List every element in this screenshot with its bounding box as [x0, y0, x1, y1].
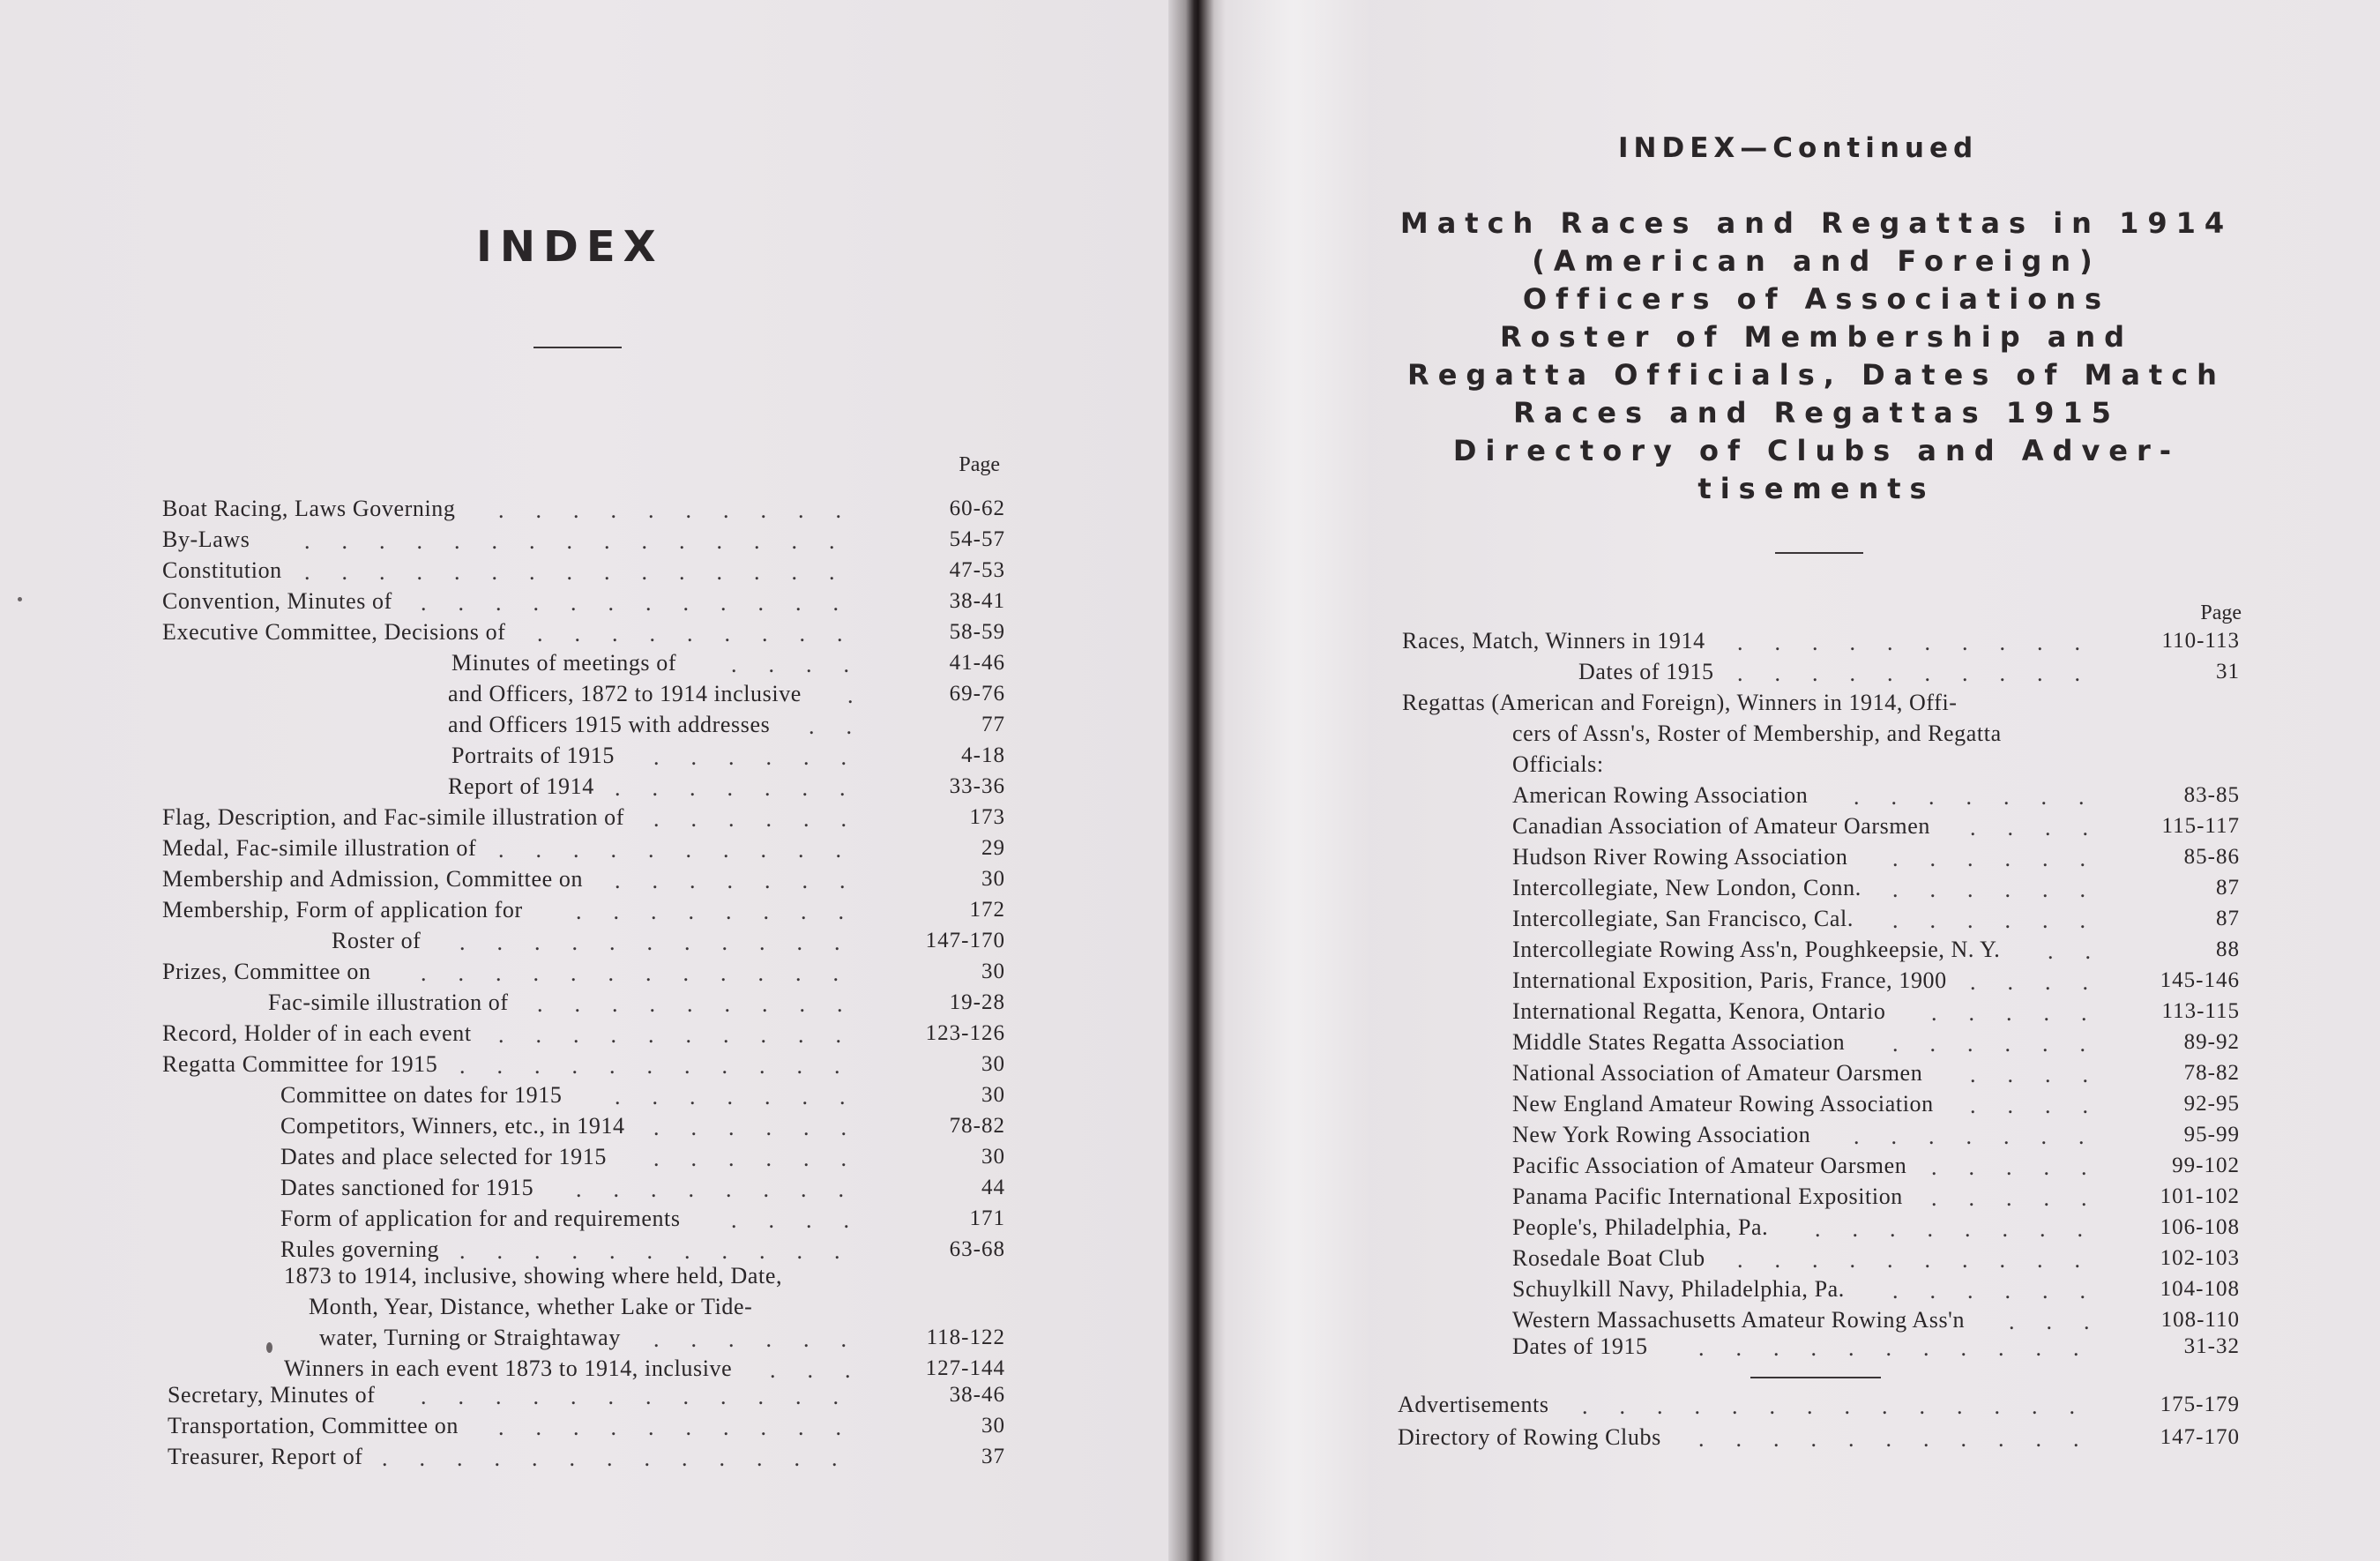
dot-leader: ...........	[459, 1238, 872, 1264]
entry-page-number: 69-76	[949, 682, 1005, 706]
entry-page-number: 172	[969, 898, 1005, 922]
entry-page-number: 99-102	[2172, 1154, 2240, 1177]
dot-leader: ....	[1970, 1062, 2120, 1087]
dot-leader: ...........	[459, 930, 872, 955]
dot-leader: .....	[1931, 1185, 2119, 1211]
entry-page-number: 147-170	[925, 929, 1005, 952]
dot-leader: ..........	[498, 497, 873, 523]
entry-page-number: 30	[981, 960, 1005, 983]
entry-text: American Rowing Association	[1512, 782, 1809, 808]
dot-leader: ......	[653, 1326, 878, 1352]
entry-text: and Officers, 1872 to 1914 inclusive	[448, 681, 802, 706]
entry-text: Dates and place selected for 1915	[280, 1144, 607, 1169]
index-continued-heading: INDEX—Continued	[1618, 132, 1979, 164]
entry-page-number: 30	[981, 1145, 1005, 1169]
entry-page-number: 101-102	[2160, 1184, 2240, 1208]
entry-page-number: 31-32	[2183, 1334, 2240, 1358]
entry-page-number: 78-82	[949, 1114, 1005, 1138]
dot-leader: ...	[2009, 1309, 2122, 1334]
dot-leader: ......	[1892, 1278, 2117, 1303]
subject-rule	[1775, 552, 1863, 554]
entry-text: Treasurer, Report of	[168, 1444, 363, 1469]
dot-leader: ........	[1815, 1216, 2115, 1242]
entry-text: Directory of Rowing Clubs	[1398, 1424, 1661, 1450]
dot-leader: ...........	[1698, 1426, 2111, 1452]
dot-leader: .....	[1931, 1154, 2119, 1180]
entry-page-number: 29	[981, 836, 1005, 860]
dot-leader: ......	[1892, 846, 2117, 871]
entry-page-number: 118-122	[926, 1326, 1005, 1349]
subject-line: tisements	[1697, 472, 1936, 505]
dot-leader: .....	[1931, 1000, 2119, 1026]
entry-page-number: 31	[2216, 660, 2240, 683]
entry-text: By-Laws	[162, 527, 250, 552]
entry-text: Committee on dates for 1915	[280, 1082, 563, 1108]
dot-leader: ..	[809, 713, 884, 739]
entry-text: 1873 to 1914, inclusive, showing where held, Date,	[284, 1263, 783, 1288]
dot-leader: ..	[2048, 938, 2123, 964]
subject-line: Roster of Membership and	[1499, 320, 2134, 354]
dot-leader: ....	[1970, 815, 2120, 840]
subject-line: Officers of Associations	[1522, 282, 2111, 316]
entry-text: Prizes, Committee on	[162, 959, 371, 984]
entry-text: Intercollegiate, San Francisco, Cal.	[1512, 906, 1854, 931]
dot-leader: .............	[382, 1445, 869, 1471]
entry-page-number: 175-179	[2160, 1393, 2240, 1416]
entry-page-number: 77	[981, 713, 1005, 736]
entry-text: Panama Pacific International Exposition	[1512, 1184, 1903, 1209]
entry-text: Schuylkill Navy, Philadelphia, Pa.	[1512, 1276, 1845, 1302]
entry-page-number: 41-46	[949, 651, 1005, 675]
entry-text: Western Massachusetts Amateur Rowing Ass'n	[1512, 1307, 1966, 1333]
entry-text: Medal, Fac-simile illustration of	[162, 835, 477, 861]
entry-text: Intercollegiate, New London, Conn.	[1512, 875, 1861, 900]
entry-page-number: 127-144	[925, 1356, 1005, 1380]
paper-speck	[266, 1342, 272, 1353]
entry-page-number: 92-95	[2183, 1092, 2240, 1116]
entry-page-number: 102-103	[2160, 1246, 2240, 1270]
entry-page-number: 173	[969, 805, 1005, 829]
entry-text: Form of application for and requirements	[280, 1206, 681, 1231]
entry-page-number: 30	[981, 1414, 1005, 1438]
subject-summary	[1376, 205, 2257, 508]
entry-page-number: 33-36	[949, 774, 1005, 798]
dot-leader: ............	[421, 960, 870, 986]
entry-text: Pacific Association of Amateur Oarsmen	[1512, 1153, 1907, 1178]
dot-leader: ..........	[498, 1415, 873, 1440]
entry-page-number: 113-115	[2161, 999, 2240, 1023]
entry-page-number: 110-113	[2161, 629, 2240, 653]
entry-text: Dates of 1915	[1578, 659, 1714, 684]
entry-text: water, Turning or Straightaway	[319, 1325, 621, 1350]
entry-text: Rules governing	[280, 1236, 440, 1262]
entry-text: Hudson River Rowing Association	[1512, 844, 1848, 870]
entry-text: Month, Year, Distance, whether Lake or Tide-	[309, 1294, 753, 1319]
dot-leader: .	[847, 683, 885, 708]
entry-text: Executive Committee, Decisions of	[162, 619, 506, 645]
dot-leader: .......	[615, 868, 877, 893]
dot-leader: ..........	[498, 837, 873, 863]
entry-text: Advertisements	[1398, 1392, 1549, 1417]
dot-leader: ...........	[459, 1053, 872, 1079]
subject-line: Directory of Clubs and Adver-	[1452, 434, 2181, 467]
dot-leader: ......	[1892, 1031, 2117, 1057]
dot-leader: ......	[653, 1115, 878, 1140]
dot-leader: .......	[1854, 784, 2116, 810]
entry-page-number: 171	[969, 1206, 1005, 1230]
entry-page-number: 47-53	[949, 558, 1005, 582]
entry-text: Portraits of 1915	[451, 743, 615, 768]
entry-text: Roster of	[332, 928, 422, 953]
entry-page-number: 54-57	[949, 527, 1005, 551]
dot-leader: .......	[615, 1084, 877, 1109]
entry-page-number: 60-62	[949, 497, 1005, 520]
entry-page-number: 115-117	[2161, 814, 2240, 838]
dot-leader: ......	[1892, 877, 2117, 902]
dot-leader: ......	[653, 806, 878, 832]
entry-text: Rosedale Boat Club	[1512, 1245, 1705, 1271]
dot-leader: ....	[731, 1207, 881, 1233]
book-gutter	[1168, 0, 1226, 1561]
entry-text: Fac-simile illustration of	[268, 990, 509, 1015]
entry-text: Canadian Association of Amateur Oarsmen	[1512, 813, 1930, 839]
dot-leader: ....	[731, 652, 881, 677]
entry-text: Report of 1914	[448, 773, 594, 799]
entry-page-number: 123-126	[925, 1021, 1005, 1045]
right-page-column-header: Page	[2200, 601, 2242, 624]
entry-page-number: 85-86	[2183, 845, 2240, 869]
entry-text: Regatta Committee for 1915	[162, 1051, 438, 1077]
entry-text: New York Rowing Association	[1512, 1122, 1811, 1147]
dot-leader: .......	[615, 775, 877, 801]
entry-text: Competitors, Winners, etc., in 1914	[280, 1113, 625, 1139]
entry-page-number: 87	[2216, 876, 2240, 900]
entry-page-number: 37	[981, 1445, 1005, 1468]
dot-leader: ............	[421, 590, 870, 616]
index-heading: INDEX	[476, 222, 664, 272]
entry-text: Boat Racing, Laws Governing	[162, 496, 456, 521]
entry-page-number: 78-82	[2183, 1061, 2240, 1085]
entry-text: People's, Philadelphia, Pa.	[1512, 1214, 1769, 1240]
entry-page-number: 44	[981, 1176, 1005, 1199]
entry-text: Middle States Regatta Association	[1512, 1029, 1846, 1055]
dot-leader: .........	[537, 991, 875, 1017]
entry-text: Intercollegiate Rowing Ass'n, Poughkeepsie, N. Y.	[1512, 937, 2001, 962]
subject-line: (American and Foreign)	[1532, 244, 2101, 278]
dot-leader: ........	[576, 1176, 876, 1202]
entry-text: Winners in each event 1873 to 1914, inclusive	[284, 1356, 733, 1381]
entry-page-number: 106-108	[2160, 1215, 2240, 1239]
heading-rule	[533, 347, 622, 348]
entry-text: cers of Assn's, Roster of Membership, and Regatta	[1512, 721, 2002, 746]
entry-page-number: 147-170	[2160, 1425, 2240, 1449]
entry-page-number: 83-85	[2183, 783, 2240, 807]
entry-page-number: 30	[981, 1083, 1005, 1107]
entry-page-number: 145-146	[2160, 968, 2240, 992]
entry-text: National Association of Amateur Oarsmen	[1512, 1060, 1923, 1086]
entry-text: Minutes of meetings of	[451, 650, 677, 676]
dot-leader: ...........	[1698, 1335, 2111, 1361]
dot-leader: ........	[576, 899, 876, 924]
section-rule	[1750, 1377, 1881, 1378]
dot-leader: ....	[1970, 969, 2120, 995]
subject-line: Regatta Officials, Dates of Match	[1407, 358, 2226, 392]
entry-page-number: 30	[981, 1052, 1005, 1076]
dot-leader: ..............	[1582, 1393, 2107, 1419]
dot-leader: .......	[1854, 1124, 2116, 1149]
entry-page-number: 108-110	[2160, 1308, 2240, 1332]
entry-page-number: 58-59	[949, 620, 1005, 644]
entry-text: Regattas (American and Foreign), Winners in 1914, Offi-	[1402, 690, 1958, 715]
entry-text: Membership and Admission, Committee on	[162, 866, 584, 892]
entry-text: Officials:	[1512, 751, 1604, 777]
dot-leader: ..........	[1737, 630, 2112, 655]
dot-leader: ......	[653, 1146, 878, 1171]
entry-page-number: 38-46	[949, 1383, 1005, 1407]
entry-page-number: 95-99	[2183, 1123, 2240, 1146]
subject-line: Races and Regattas 1915	[1513, 396, 2120, 429]
entry-page-number: 19-28	[949, 990, 1005, 1014]
entry-page-number: 87	[2216, 907, 2240, 930]
entry-text: and Officers 1915 with addresses	[448, 712, 771, 737]
entry-text: New England Amateur Rowing Association	[1512, 1091, 1934, 1117]
entry-text: Constitution	[162, 557, 282, 583]
entry-text: Transportation, Committee on	[168, 1413, 459, 1438]
dot-leader: ...............	[304, 528, 867, 554]
dot-leader: ....	[1970, 1093, 2120, 1118]
entry-text: Membership, Form of application for	[162, 897, 523, 922]
dot-leader: ......	[1892, 907, 2117, 933]
dot-leader: ............	[421, 1384, 870, 1409]
entry-page-number: 38-41	[949, 589, 1005, 613]
entry-page-number: 30	[981, 867, 1005, 891]
entry-page-number: 89-92	[2183, 1030, 2240, 1054]
dot-leader: ..........	[1737, 1247, 2112, 1273]
dot-leader: .........	[537, 621, 875, 646]
paper-speck	[18, 597, 22, 601]
entry-page-number: 104-108	[2160, 1277, 2240, 1301]
entry-page-number: 88	[2216, 937, 2240, 961]
entry-text: Dates sanctioned for 1915	[280, 1175, 534, 1200]
left-page-column-header: Page	[959, 453, 1000, 476]
entry-text: International Exposition, Paris, France, 1900	[1512, 967, 1947, 993]
dot-leader: ......	[653, 744, 878, 770]
dot-leader: ..........	[1737, 661, 2112, 686]
entry-text: Flag, Description, and Fac-simile illustration of	[162, 804, 625, 830]
dot-leader: ...............	[304, 559, 867, 585]
subject-line: Match Races and Regattas in 1914	[1399, 206, 2234, 240]
entry-page-number: 63-68	[949, 1237, 1005, 1261]
entry-text: Races, Match, Winners in 1914	[1402, 628, 1705, 654]
entry-text: Record, Holder of in each event	[162, 1020, 472, 1046]
entry-page-number: 4-18	[961, 743, 1005, 767]
dot-leader: ..........	[498, 1022, 873, 1048]
entry-text: Convention, Minutes of	[162, 588, 392, 614]
dot-leader: ...	[770, 1357, 883, 1383]
entry-text: International Regatta, Kenora, Ontario	[1512, 998, 1886, 1024]
entry-text: Dates of 1915	[1512, 1333, 1648, 1359]
entry-text: Secretary, Minutes of	[168, 1382, 376, 1408]
